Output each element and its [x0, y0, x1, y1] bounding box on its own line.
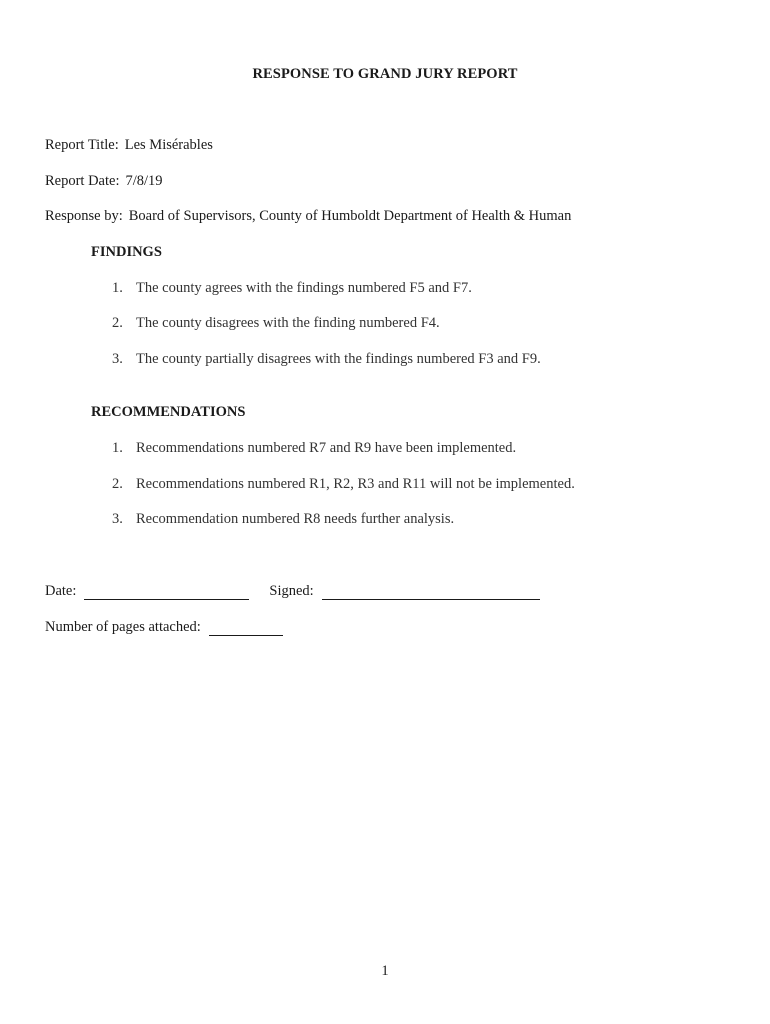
- date-label: Date:: [45, 583, 77, 599]
- finding-text: The county partially disagrees with the findings numbered F3 and F9.: [136, 351, 541, 367]
- signature-row: [45, 583, 540, 600]
- findings-heading: FINDINGS: [91, 244, 162, 260]
- report-title-label: Report Title:: [45, 137, 119, 153]
- response-by-line: [45, 208, 571, 225]
- finding-text: The county agrees with the findings numbered F5 and F7.: [136, 280, 472, 296]
- recommendation-text: Recommendation numbered R8 needs further analysis.: [136, 511, 455, 527]
- page-number: 1: [381, 963, 389, 979]
- finding-item: [112, 351, 541, 368]
- report-title-line: [45, 137, 213, 154]
- finding-number: 3.: [112, 351, 123, 367]
- date-field[interactable]: [84, 585, 249, 600]
- response-by-label: Response by:: [45, 208, 123, 224]
- report-date-value: 7/8/19: [125, 173, 163, 189]
- recommendation-number: 3.: [112, 511, 123, 527]
- pages-attached-row: [45, 619, 283, 636]
- recommendation-item: [112, 511, 454, 528]
- pages-attached-field[interactable]: [209, 621, 283, 636]
- finding-number: 2.: [112, 315, 123, 331]
- report-date-line: [45, 173, 163, 190]
- report-title-value: Les Misérables: [124, 137, 213, 153]
- report-date-label: Report Date:: [45, 173, 120, 189]
- finding-item: [112, 315, 440, 332]
- document-title: RESPONSE TO GRAND JURY REPORT: [252, 66, 518, 82]
- recommendation-item: [112, 440, 516, 457]
- recommendation-text: Recommendations numbered R1, R2, R3 and R11 will not be implemented.: [136, 476, 575, 492]
- signature-field[interactable]: [322, 585, 540, 600]
- pages-attached-label: Number of pages attached:: [45, 619, 201, 635]
- signed-label: Signed:: [269, 583, 314, 599]
- response-by-value: Board of Supervisors, County of Humboldt Department of Health & Human: [128, 208, 572, 224]
- recommendation-number: 1.: [112, 440, 123, 456]
- recommendation-text: Recommendations numbered R7 and R9 have been implemented.: [136, 440, 517, 456]
- recommendations-heading: RECOMMENDATIONS: [91, 404, 246, 420]
- recommendation-number: 2.: [112, 476, 123, 492]
- finding-text: The county disagrees with the finding numbered F4.: [136, 315, 440, 331]
- finding-number: 1.: [112, 280, 123, 296]
- recommendation-item: [112, 476, 575, 493]
- finding-item: [112, 280, 472, 297]
